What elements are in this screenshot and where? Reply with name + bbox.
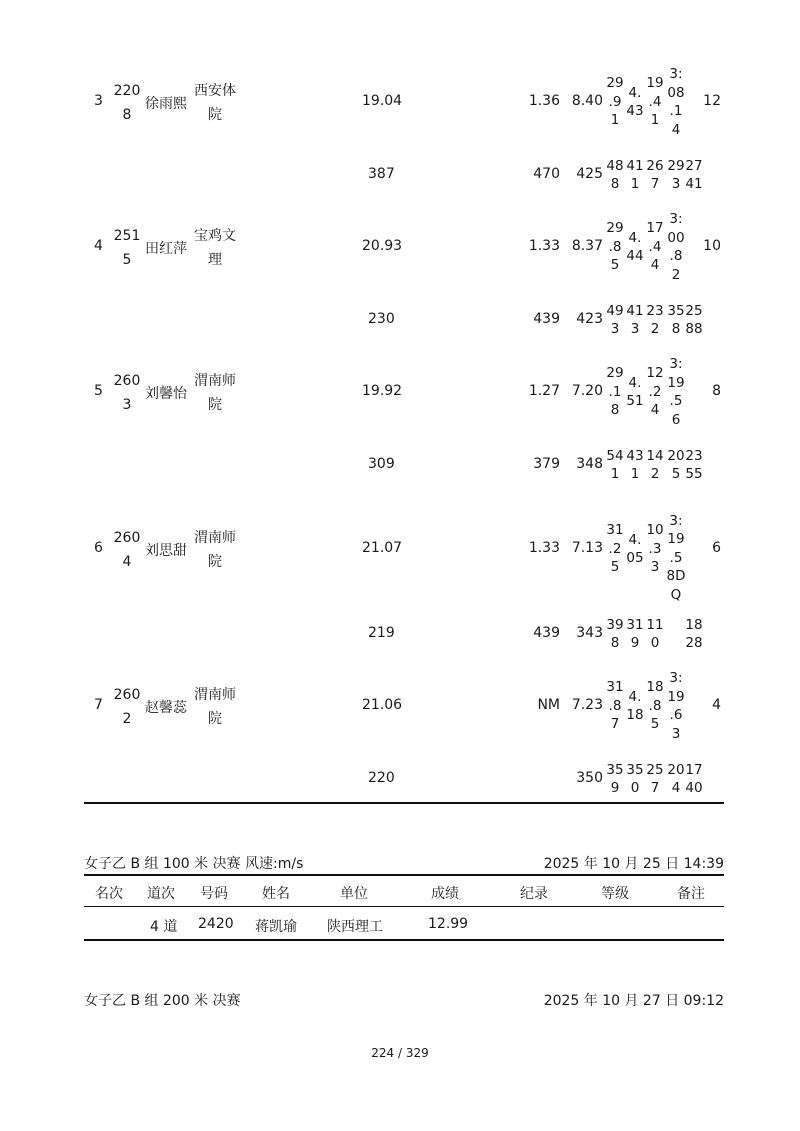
s1-unit: 陕西理工 bbox=[327, 919, 383, 935]
unit-line: 渭南师 bbox=[194, 686, 236, 703]
event-c2-line: 44 bbox=[626, 248, 644, 264]
event-c2-line: 43 bbox=[626, 103, 644, 119]
event-c4-line: 8D bbox=[666, 568, 686, 585]
event-c4 bbox=[662, 210, 690, 284]
event-c3-line: 19 bbox=[646, 75, 664, 92]
pts-q4-line: 5 bbox=[671, 466, 681, 482]
rank: 7 bbox=[94, 697, 103, 713]
event-c3-line: .4 bbox=[648, 238, 662, 255]
pts-q5 bbox=[680, 447, 708, 484]
event-c2-line: 18 bbox=[626, 707, 644, 723]
pts-m: 309 bbox=[368, 456, 395, 472]
event-c4-line: 00 bbox=[667, 229, 685, 246]
pts-m: 387 bbox=[368, 166, 395, 182]
mark-l: 8.40 bbox=[571, 93, 603, 109]
mark-j: 1.33 bbox=[528, 540, 560, 556]
bib-line: 4 bbox=[122, 553, 132, 570]
pts-j: 379 bbox=[533, 456, 560, 472]
s1-result: 12.99 bbox=[428, 916, 469, 932]
event-c4-line: 3: bbox=[669, 512, 683, 529]
bib-line: 2 bbox=[122, 710, 132, 727]
rank: 4 bbox=[94, 238, 103, 254]
pts-q3-line: 0 bbox=[650, 635, 660, 651]
event-c1-line: 5 bbox=[610, 559, 620, 576]
event-c1-line: 29 bbox=[606, 220, 624, 237]
event-c1-line: .9 bbox=[608, 93, 622, 110]
pts-j: 439 bbox=[533, 311, 560, 327]
event-c1-line: .2 bbox=[608, 540, 622, 557]
pts-q3-line: 2 bbox=[650, 321, 660, 337]
event-c3-line: 1 bbox=[650, 112, 660, 129]
pts-q5 bbox=[680, 761, 708, 798]
pts-l: 350 bbox=[576, 770, 603, 786]
bib bbox=[113, 369, 141, 417]
mark-j: NM bbox=[537, 697, 560, 713]
event-c1-line: 29 bbox=[606, 75, 624, 92]
pts-q3-line: 11 bbox=[646, 616, 664, 633]
pts-q1-line: 8 bbox=[610, 176, 620, 192]
header-rank: 名次 bbox=[95, 886, 123, 902]
event-c1-line: 29 bbox=[606, 365, 624, 382]
results-bottom-rule bbox=[84, 802, 724, 804]
event-c3-line: 4 bbox=[650, 402, 660, 419]
pts-q4-line: 3 bbox=[671, 176, 681, 192]
event-c3-line: .4 bbox=[648, 93, 662, 110]
pts-q1-line: 35 bbox=[606, 761, 624, 778]
event-c4 bbox=[662, 355, 690, 429]
bib bbox=[113, 526, 141, 574]
event-c2-line: 05 bbox=[626, 550, 644, 566]
unit bbox=[190, 224, 240, 272]
event-c2-line: 4. bbox=[628, 84, 642, 101]
pts-q3-line: 25 bbox=[646, 761, 664, 778]
section2-title: 女子乙 B 组 200 米 决赛 bbox=[84, 993, 241, 1009]
pts-q5-line: 40 bbox=[685, 780, 703, 796]
event-c4-line: 19 bbox=[667, 688, 685, 705]
event-c4 bbox=[662, 512, 690, 605]
unit-line: 渭南师 bbox=[194, 372, 236, 389]
pts-l: 423 bbox=[576, 311, 603, 327]
pts-q5-line: 88 bbox=[685, 321, 703, 337]
mark-j: 1.27 bbox=[528, 383, 560, 399]
pts-q3-line: 7 bbox=[650, 780, 660, 796]
event-c4-line: 3: bbox=[669, 66, 683, 82]
bib-line: 260 bbox=[113, 372, 141, 389]
event-c3-line: .2 bbox=[648, 383, 662, 400]
pts-q1-line: 9 bbox=[610, 780, 620, 796]
event-c4-line: 19 bbox=[667, 374, 685, 391]
pts-m: 220 bbox=[368, 770, 395, 786]
event-c3-line: 17 bbox=[646, 220, 664, 237]
page-number: 224 / 329 bbox=[371, 1046, 429, 1060]
points: 4 bbox=[712, 697, 721, 713]
pts-q4-line: 8 bbox=[671, 321, 681, 337]
points: 10 bbox=[703, 238, 721, 254]
bib bbox=[113, 224, 141, 272]
pts-q2-line: 1 bbox=[630, 176, 640, 192]
event-c1-line: .8 bbox=[608, 697, 622, 714]
event-c1-line: .8 bbox=[608, 238, 622, 255]
unit-line: 宝鸡文 bbox=[194, 227, 236, 244]
bib bbox=[113, 79, 141, 127]
event-c1-line: 31 bbox=[606, 522, 624, 539]
event-c4-line: .5 bbox=[669, 393, 683, 409]
pts-q1-line: 1 bbox=[610, 466, 620, 482]
pts-q2-line: 35 bbox=[626, 761, 644, 778]
athlete-name: 刘思甜 bbox=[145, 543, 187, 559]
athlete-name: 田红萍 bbox=[145, 241, 187, 257]
mark-m: 21.07 bbox=[362, 540, 403, 556]
header-record: 纪录 bbox=[520, 886, 548, 902]
bib-line: 260 bbox=[113, 686, 141, 703]
pts-q4-line: 4 bbox=[671, 780, 681, 796]
pts-q1-line: 3 bbox=[610, 321, 620, 337]
mark-m: 19.04 bbox=[362, 93, 403, 109]
pts-l: 348 bbox=[576, 456, 603, 472]
unit-line: 理 bbox=[208, 251, 222, 268]
pts-q5 bbox=[680, 616, 708, 653]
pts-q1-line: 54 bbox=[606, 447, 624, 464]
rank: 3 bbox=[94, 93, 103, 109]
event-c3-line: 5 bbox=[650, 716, 660, 733]
athlete-name: 赵馨蕊 bbox=[145, 700, 187, 716]
event-c2-line: 4. bbox=[628, 688, 642, 705]
header-lane: 道次 bbox=[147, 886, 175, 902]
pts-q3 bbox=[641, 616, 669, 653]
mark-m: 20.93 bbox=[362, 238, 403, 254]
event-c4-line: 4 bbox=[671, 121, 681, 138]
pts-q2-line: 9 bbox=[630, 635, 640, 651]
mark-j: 1.36 bbox=[528, 93, 560, 109]
section1-datetime: 2025 年 10 月 25 日 14:39 bbox=[543, 856, 724, 872]
unit-line: 院 bbox=[208, 710, 222, 727]
pts-q5-line: 18 bbox=[685, 616, 703, 633]
event-c4-line: .8 bbox=[669, 248, 683, 264]
pts-q4-line: 29 bbox=[667, 157, 685, 174]
event-c4-line: 3 bbox=[671, 725, 681, 742]
pts-q3-line: 26 bbox=[646, 157, 664, 174]
mark-l: 7.20 bbox=[571, 383, 603, 399]
s1-name: 蒋凯瑜 bbox=[255, 919, 297, 935]
athlete-name: 徐雨熙 bbox=[145, 96, 187, 112]
event-c4-line: 2 bbox=[671, 266, 681, 283]
pts-q2-line: 43 bbox=[626, 447, 644, 464]
pts-j: 470 bbox=[533, 166, 560, 182]
mark-j: 1.33 bbox=[528, 238, 560, 254]
pts-q5-line: 55 bbox=[685, 466, 703, 482]
section1-top-rule bbox=[84, 874, 724, 876]
rank: 6 bbox=[94, 540, 103, 556]
bib-line: 251 bbox=[113, 227, 141, 244]
pts-q5-line: 25 bbox=[685, 302, 703, 319]
unit-line: 渭南师 bbox=[194, 529, 236, 546]
pts-m: 230 bbox=[368, 311, 395, 327]
pts-q2-line: 41 bbox=[626, 157, 644, 174]
pts-q2-line: 1 bbox=[630, 466, 640, 482]
unit bbox=[190, 369, 240, 417]
event-c2-line: 4. bbox=[628, 374, 642, 391]
mark-l: 8.37 bbox=[571, 238, 603, 254]
pts-q3-line: 2 bbox=[650, 466, 660, 482]
event-c4-line: 3: bbox=[669, 356, 683, 372]
points: 12 bbox=[703, 93, 721, 109]
pts-q5-line: 41 bbox=[685, 176, 703, 192]
mark-m: 21.06 bbox=[362, 697, 403, 713]
points: 8 bbox=[712, 383, 721, 399]
event-c4-line: 3: bbox=[669, 670, 683, 686]
event-c3-line: 10 bbox=[646, 522, 664, 539]
rank: 5 bbox=[94, 383, 103, 399]
pts-j: 439 bbox=[533, 625, 560, 641]
mark-l: 7.23 bbox=[571, 697, 603, 713]
bib-line: 8 bbox=[122, 106, 132, 123]
athlete-name: 刘馨怡 bbox=[145, 386, 187, 402]
event-c4-line: 19 bbox=[667, 531, 685, 548]
points: 6 bbox=[712, 540, 721, 556]
pts-q5 bbox=[680, 302, 708, 339]
header-note: 备注 bbox=[677, 886, 705, 902]
bib-line: 220 bbox=[113, 82, 141, 99]
bib bbox=[113, 683, 141, 731]
event-c4-line: Q bbox=[670, 586, 682, 603]
section2-datetime: 2025 年 10 月 27 日 09:12 bbox=[543, 993, 724, 1009]
pts-q3-line: 14 bbox=[646, 447, 664, 464]
pts-q1-line: 8 bbox=[610, 635, 620, 651]
pts-q2-line: 0 bbox=[630, 780, 640, 796]
pts-q3-line: 7 bbox=[650, 176, 660, 192]
mark-l: 7.13 bbox=[571, 540, 603, 556]
unit bbox=[190, 79, 240, 127]
unit-line: 西安体 bbox=[194, 82, 236, 99]
pts-q2-line: 3 bbox=[630, 321, 640, 337]
unit-line: 院 bbox=[208, 396, 222, 413]
section1-title: 女子乙 B 组 100 米 决赛 风速:m/s bbox=[84, 856, 304, 872]
event-c3-line: 4 bbox=[650, 257, 660, 274]
pts-q1-line: 39 bbox=[606, 616, 624, 633]
header-name: 姓名 bbox=[262, 886, 290, 902]
pts-q5-line: 23 bbox=[685, 447, 703, 464]
pts-l: 425 bbox=[576, 166, 603, 182]
pts-q2-line: 41 bbox=[626, 302, 644, 319]
pts-q1-line: 48 bbox=[606, 157, 624, 174]
header-grade: 等级 bbox=[601, 886, 629, 902]
pts-q5-line: 27 bbox=[685, 157, 703, 174]
event-c4-line: .1 bbox=[669, 103, 683, 119]
pts-m: 219 bbox=[368, 625, 395, 641]
s1-bib: 2420 bbox=[198, 916, 234, 932]
pts-q5-line: 17 bbox=[685, 761, 703, 778]
pts-q1-line: 49 bbox=[606, 302, 624, 319]
pts-q2-line: 31 bbox=[626, 616, 644, 633]
event-c3-line: 12 bbox=[646, 365, 664, 382]
event-c2-line: 4. bbox=[628, 531, 642, 548]
event-c1-line: 7 bbox=[610, 716, 620, 733]
event-c4-line: 08 bbox=[667, 84, 685, 101]
unit-line: 院 bbox=[208, 106, 222, 123]
pts-q4-line: 20 bbox=[667, 761, 685, 778]
event-c4 bbox=[662, 669, 690, 743]
unit-line: 院 bbox=[208, 553, 222, 570]
event-c1-line: 1 bbox=[610, 112, 620, 129]
pts-q5-line: 28 bbox=[685, 635, 703, 651]
bib-line: 3 bbox=[122, 396, 132, 413]
event-c4-line: 6 bbox=[671, 411, 681, 428]
pts-l: 343 bbox=[576, 625, 603, 641]
unit bbox=[190, 683, 240, 731]
bib-line: 260 bbox=[113, 529, 141, 546]
event-c3-line: .8 bbox=[648, 697, 662, 714]
pts-q3-line: 23 bbox=[646, 302, 664, 319]
event-c3-line: 3 bbox=[650, 559, 660, 576]
pts-q4-line: 20 bbox=[667, 447, 685, 464]
header-unit: 单位 bbox=[340, 886, 368, 902]
event-c4-line: 3: bbox=[669, 211, 683, 227]
pts-q4-line: 35 bbox=[667, 302, 685, 319]
event-c4-line: .6 bbox=[669, 707, 683, 723]
event-c2-line: 51 bbox=[626, 393, 644, 409]
event-c1-line: .1 bbox=[608, 383, 622, 400]
header-bib: 号码 bbox=[200, 886, 228, 902]
section1-bottom-rule bbox=[84, 939, 724, 941]
event-c2-line: 4. bbox=[628, 229, 642, 246]
pts-q5 bbox=[680, 157, 708, 194]
mark-m: 19.92 bbox=[362, 383, 403, 399]
event-c3-line: .3 bbox=[648, 540, 662, 557]
event-c3-line: 18 bbox=[646, 679, 664, 696]
section1-header-rule bbox=[84, 906, 724, 907]
event-c1-line: 8 bbox=[610, 402, 620, 419]
event-c1-line: 31 bbox=[606, 679, 624, 696]
s1-lane: 4 道 bbox=[150, 919, 178, 935]
event-c4 bbox=[662, 65, 690, 139]
bib-line: 5 bbox=[122, 251, 132, 268]
header-result: 成绩 bbox=[431, 886, 459, 902]
unit bbox=[190, 526, 240, 574]
event-c1-line: 5 bbox=[610, 257, 620, 274]
event-c4-line: .5 bbox=[669, 549, 683, 566]
